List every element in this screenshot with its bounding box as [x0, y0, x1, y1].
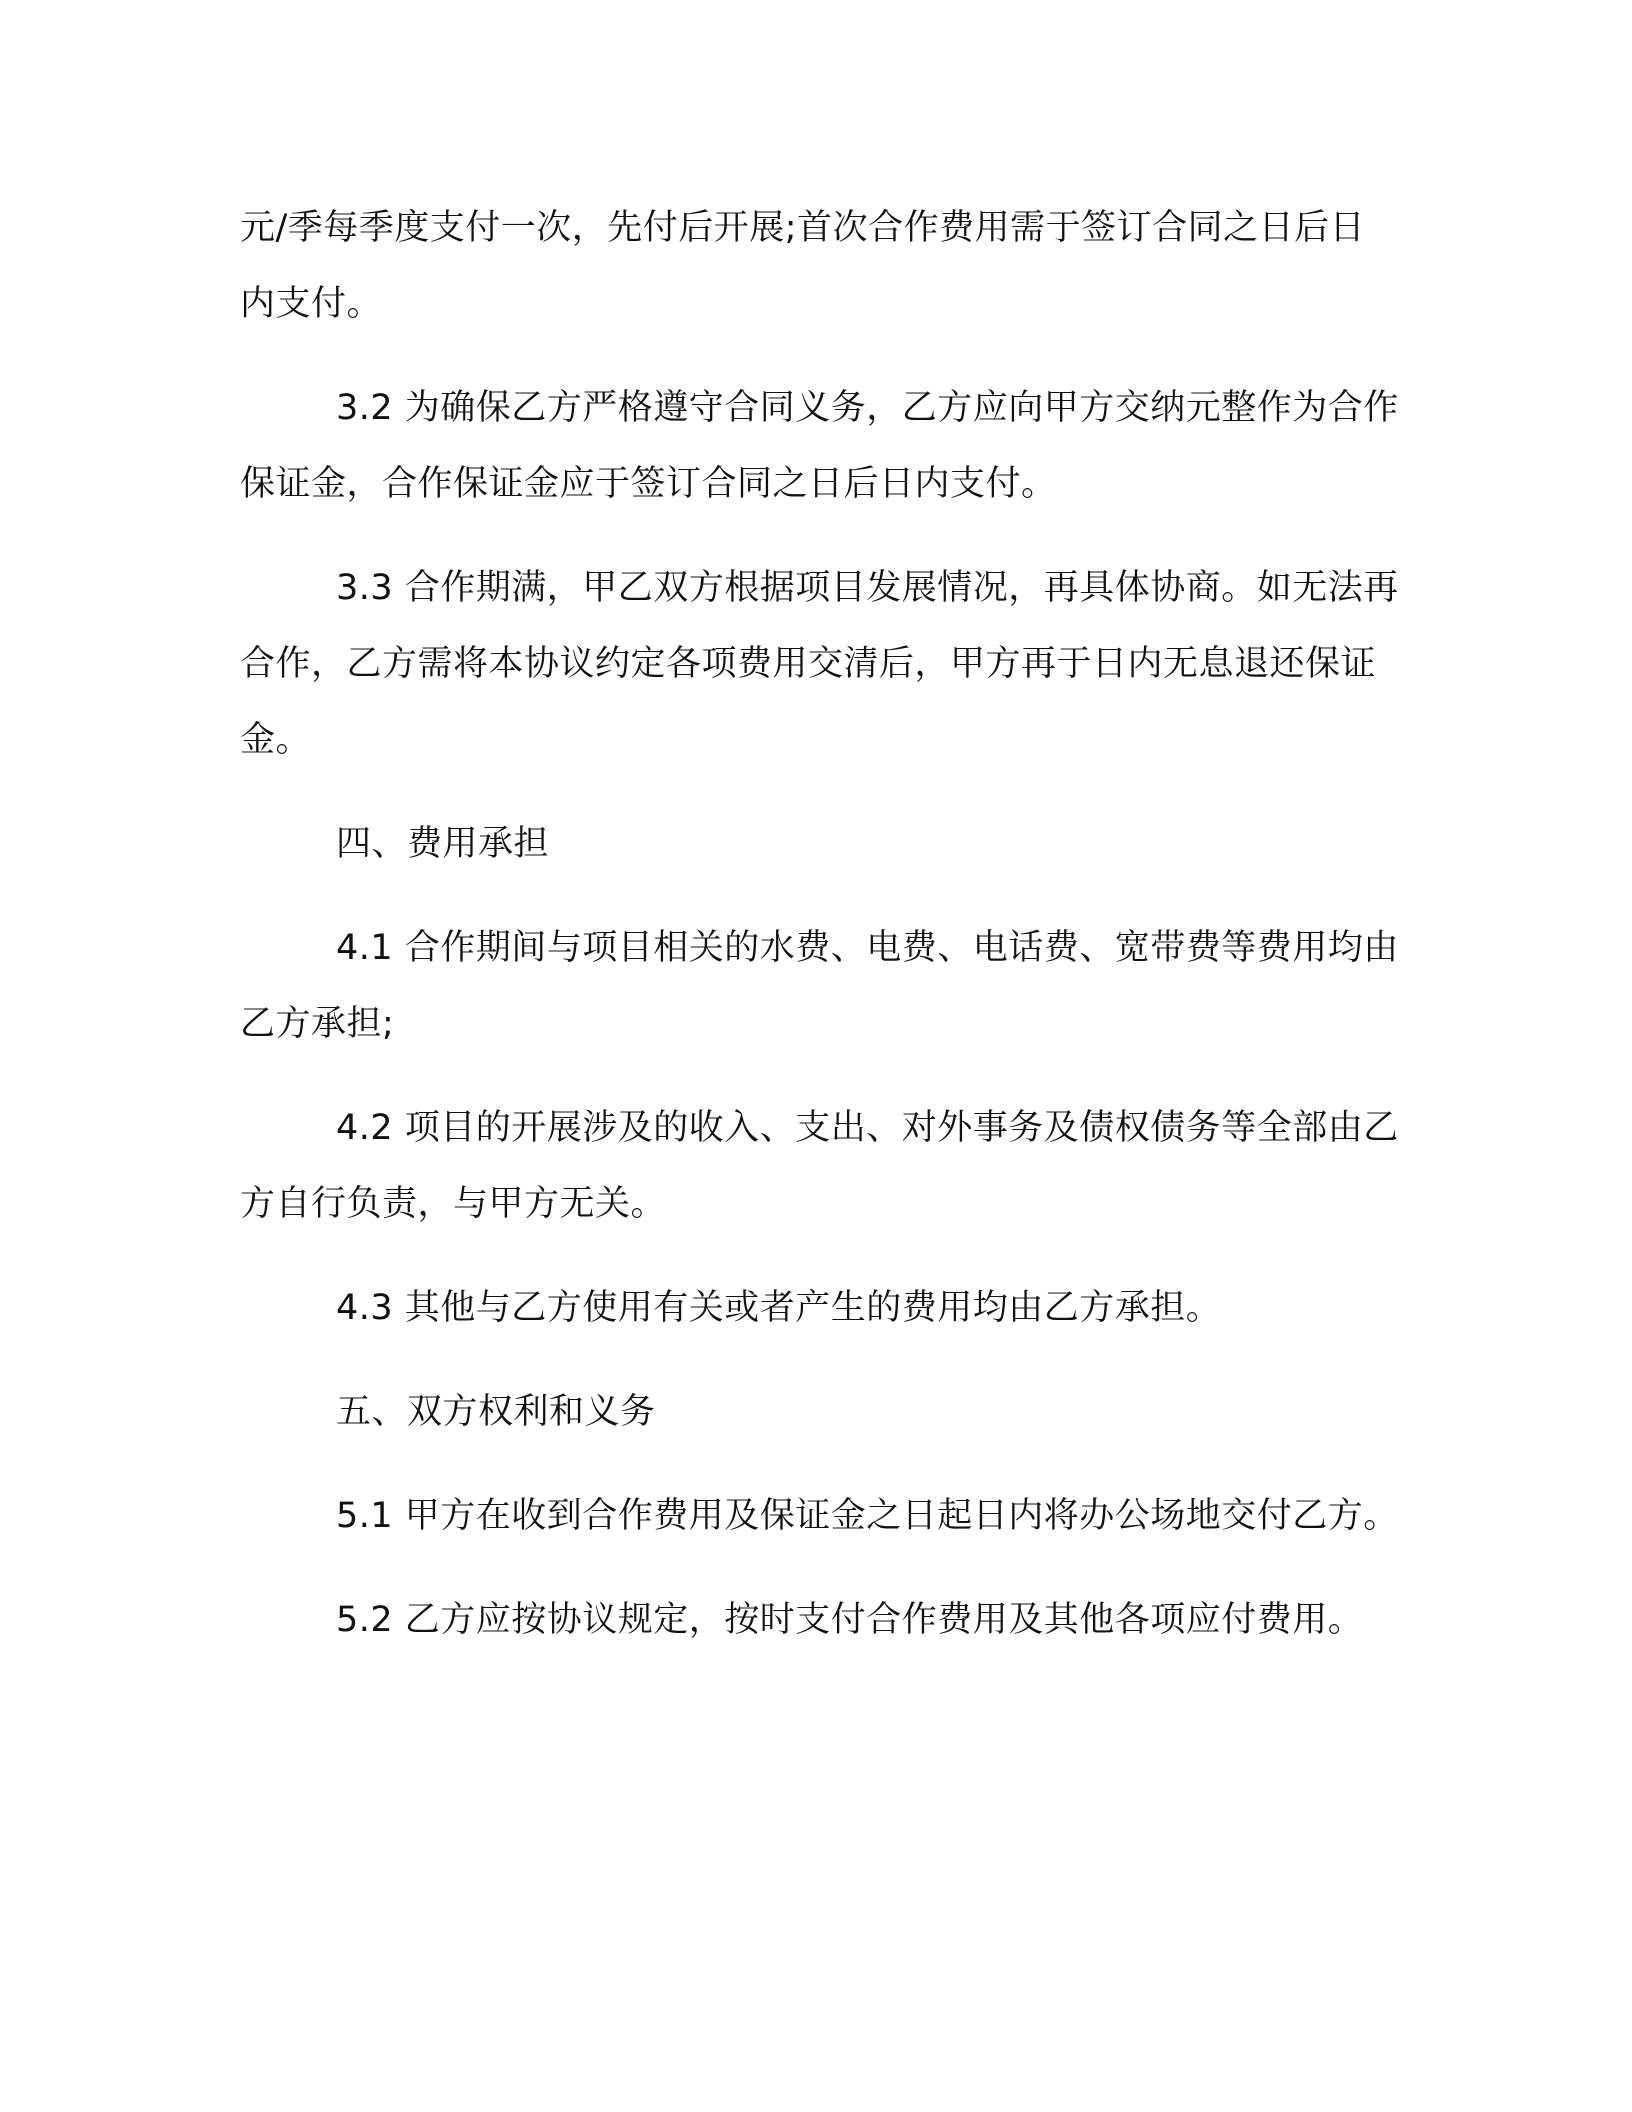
paragraph-4-2: 4.2 项目的开展涉及的收入、支出、对外事务及债权债务等全部由乙方自行负责，与甲方无关。 [240, 1108, 1399, 1224]
document-body [240, 190, 1400, 1686]
section-heading-4: 四、费用承担 [336, 824, 550, 864]
paragraph-4-3: 4.3 其他与乙方使用有关或者产生的费用均由乙方承担。 [336, 1288, 1222, 1328]
paragraph-5-2: 5.2 乙方应按协议规定，按时支付合作费用及其他各项应付费用。 [336, 1600, 1364, 1640]
paragraph-4-1: 4.1 合作期间与项目相关的水费、电费、电话费、宽带费等费用均由乙方承担; [240, 928, 1399, 1044]
paragraph-payment-continued: 元/季每季度支付一次，先付后开展;首次合作费用需于签订合同之日后日内支付。 [240, 208, 1366, 324]
paragraph-3-3: 3.3 合作期满，甲乙双方根据项目发展情况，再具体协商。如无法再合作，乙方需将本协议约定各项费用交清后，甲方再于日内无息退还保证金。 [240, 568, 1399, 760]
paragraph-3-2: 3.2 为确保乙方严格遵守合同义务，乙方应向甲方交纳元整作为合作保证金，合作保证金应于签订合同之日后日内支付。 [240, 388, 1399, 504]
section-heading-5: 五、双方权利和义务 [336, 1392, 656, 1432]
paragraph-5-1: 5.1 甲方在收到合作费用及保证金之日起日内将办公场地交付乙方。 [336, 1496, 1399, 1536]
